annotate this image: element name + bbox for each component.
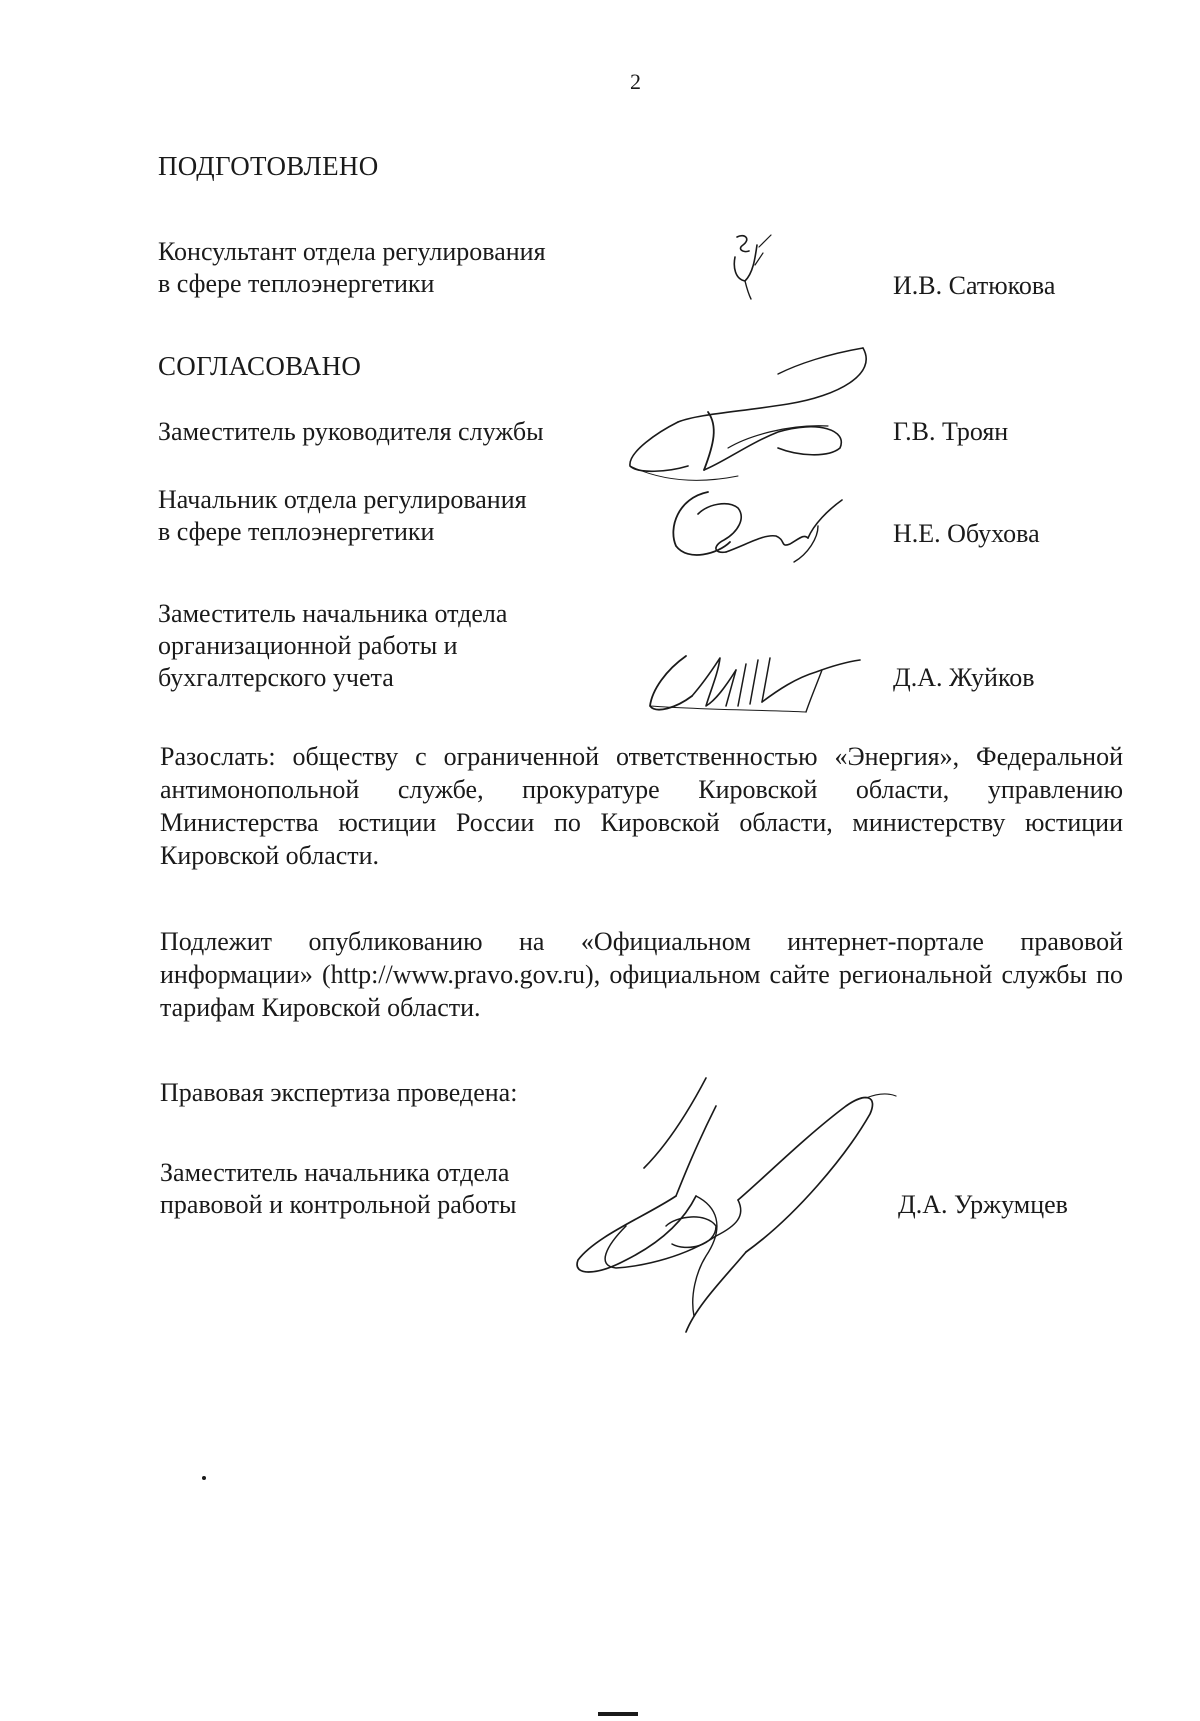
legal-review-name: Д.А. Уржумцев bbox=[898, 1190, 1068, 1219]
signature-zhuykov bbox=[646, 640, 866, 720]
signer-zhuykov-position-line3: бухгалтерского учета bbox=[158, 663, 394, 692]
signature-urzhumtsev bbox=[566, 1076, 926, 1336]
signer-obukhova-position-line1: Начальник отдела регулирования bbox=[158, 485, 527, 514]
signer-troyan-position: Заместитель руководителя службы bbox=[158, 417, 544, 446]
legal-review-position-line1: Заместитель начальника отдела bbox=[160, 1158, 510, 1187]
page-number: 2 bbox=[630, 69, 641, 94]
stray-dot bbox=[202, 1476, 206, 1480]
prepared-name: И.В. Сатюкова bbox=[893, 271, 1056, 300]
signer-zhuykov-position-line2: организационной работы и bbox=[158, 631, 458, 660]
prepared-heading: ПОДГОТОВЛЕНО bbox=[158, 151, 379, 181]
signature-troyan bbox=[628, 344, 868, 494]
publication-paragraph: Подлежит опубликованию на «Официальном интернет-портале правовой информации» (http://www.pravo.gov.ru), официальном сайте региональной службы по тарифам Кировской области. bbox=[160, 927, 1123, 1022]
agreed-heading: СОГЛАСОВАНО bbox=[158, 351, 362, 381]
prepared-position-line1: Консультант отдела регулирования bbox=[158, 237, 546, 266]
signer-zhuykov-name: Д.А. Жуйков bbox=[893, 663, 1035, 692]
legal-review-heading: Правовая экспертиза проведена: bbox=[160, 1078, 518, 1107]
distribution-paragraph: Разослать: обществу с ограниченной ответственностью «Энергия», Федеральной антимонопольной службе, прокуратуре Кировской области, управлению Министерства юстиции России по Кировской области, министерству юстиции Кировской области. bbox=[160, 742, 1123, 870]
signer-zhuykov-position-line1: Заместитель начальника отдела bbox=[158, 599, 508, 628]
signer-troyan-name: Г.В. Троян bbox=[893, 417, 1009, 446]
prepared-position-line2: в сфере теплоэнергетики bbox=[158, 269, 435, 298]
signature-obukhova bbox=[668, 484, 848, 564]
bottom-edge-mark bbox=[598, 1712, 638, 1716]
signer-obukhova-name: Н.Е. Обухова bbox=[893, 519, 1040, 548]
legal-review-position-line2: правовой и контрольной работы bbox=[160, 1190, 517, 1219]
signer-obukhova-position-line2: в сфере теплоэнергетики bbox=[158, 517, 435, 546]
signature-satyukova bbox=[725, 233, 785, 303]
